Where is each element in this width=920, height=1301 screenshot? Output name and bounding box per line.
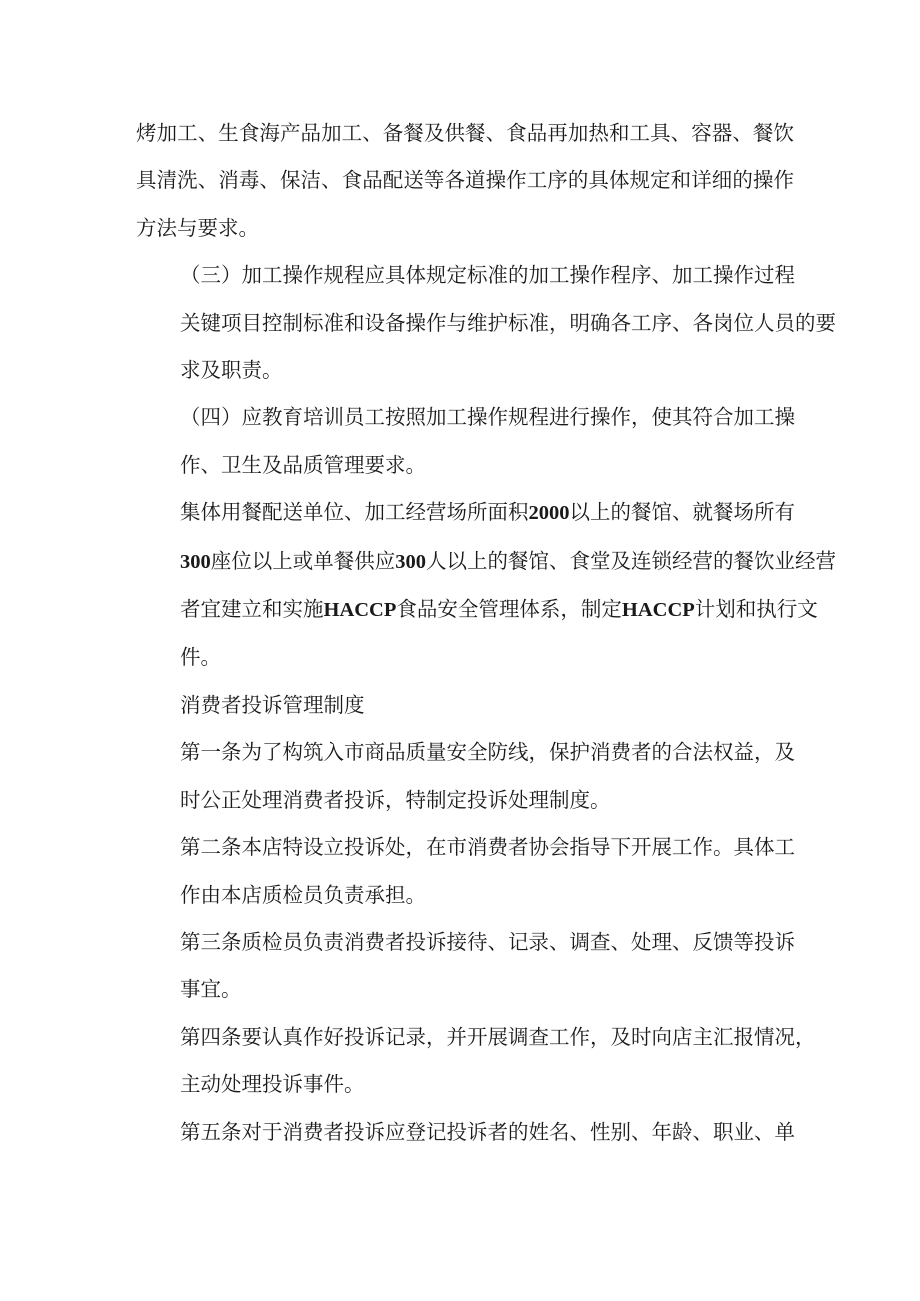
paragraph	[136, 729, 794, 824]
paragraph	[136, 1014, 816, 1109]
text-line: 求及职责。	[180, 358, 283, 383]
text-line: 时公正处理消费者投诉，特制定投诉处理制度。	[180, 787, 611, 812]
paragraph	[136, 824, 794, 919]
text-line: 关键项目控制标准和设备操作与维护标准，明确各工序、各岗位人员的要	[180, 310, 836, 335]
paragraph	[136, 110, 794, 252]
text-line: 第二条本店特设立投诉处，在市消费者协会指导下开展工作。具体工	[180, 835, 795, 860]
text-line: 烤加工、生食海产品加工、备餐及供餐、食品再加热和工具、容器、餐饮	[136, 121, 794, 145]
paragraph	[136, 394, 794, 489]
paragraph	[136, 1109, 794, 1156]
text-line: 者宜建立和实施HACCP食品安全管理体系，制定HACCP计划和执行文	[180, 597, 818, 622]
text-line: 事宜。	[180, 977, 242, 1002]
paragraph	[136, 682, 794, 729]
paragraph	[136, 919, 794, 1014]
text-line: 方法与要求。	[136, 215, 259, 240]
text-line: 消费者投诉管理制度	[180, 692, 365, 717]
text-line: 主动处理投诉事件。	[180, 1072, 365, 1097]
text-line: 300座位以上或单餐供应300人以上的餐馆、食堂及连锁经营的餐饮业经营	[180, 548, 836, 573]
text-line: （四）应教育培训员工按照加工操作规程进行操作，使其符合加工操	[180, 405, 795, 430]
text-line: （三）加工操作规程应具体规定标准的加工操作程序、加工操作过程	[180, 263, 795, 288]
text-line: 第五条对于消费者投诉应登记投诉者的姓名、性别、年龄、职业、单	[180, 1119, 795, 1144]
text-line: 第一条为了构筑入市商品质量安全防线，保护消费者的合法权益，及	[180, 740, 795, 765]
text-line: 集体用餐配送单位、加工经营场所面积2000以上的餐馆、就餐场所有	[180, 500, 795, 525]
text-line: 具清洗、消毒、保洁、食品配送等各道操作工序的具体规定和详细的操作	[136, 168, 794, 193]
text-line: 件。	[180, 645, 221, 670]
document-body	[136, 110, 836, 1156]
text-line: 作由本店质检员负责承担。	[180, 882, 426, 907]
paragraph	[136, 252, 836, 394]
text-line: 作、卫生及品质管理要求。	[180, 452, 426, 477]
paragraph	[136, 489, 836, 682]
text-line: 第三条质检员负责消费者投诉接待、记录、调查、处理、反馈等投诉	[180, 929, 795, 954]
text-line: 第四条要认真作好投诉记录，并开展调查工作，及时向店主汇报情况，	[180, 1024, 816, 1049]
